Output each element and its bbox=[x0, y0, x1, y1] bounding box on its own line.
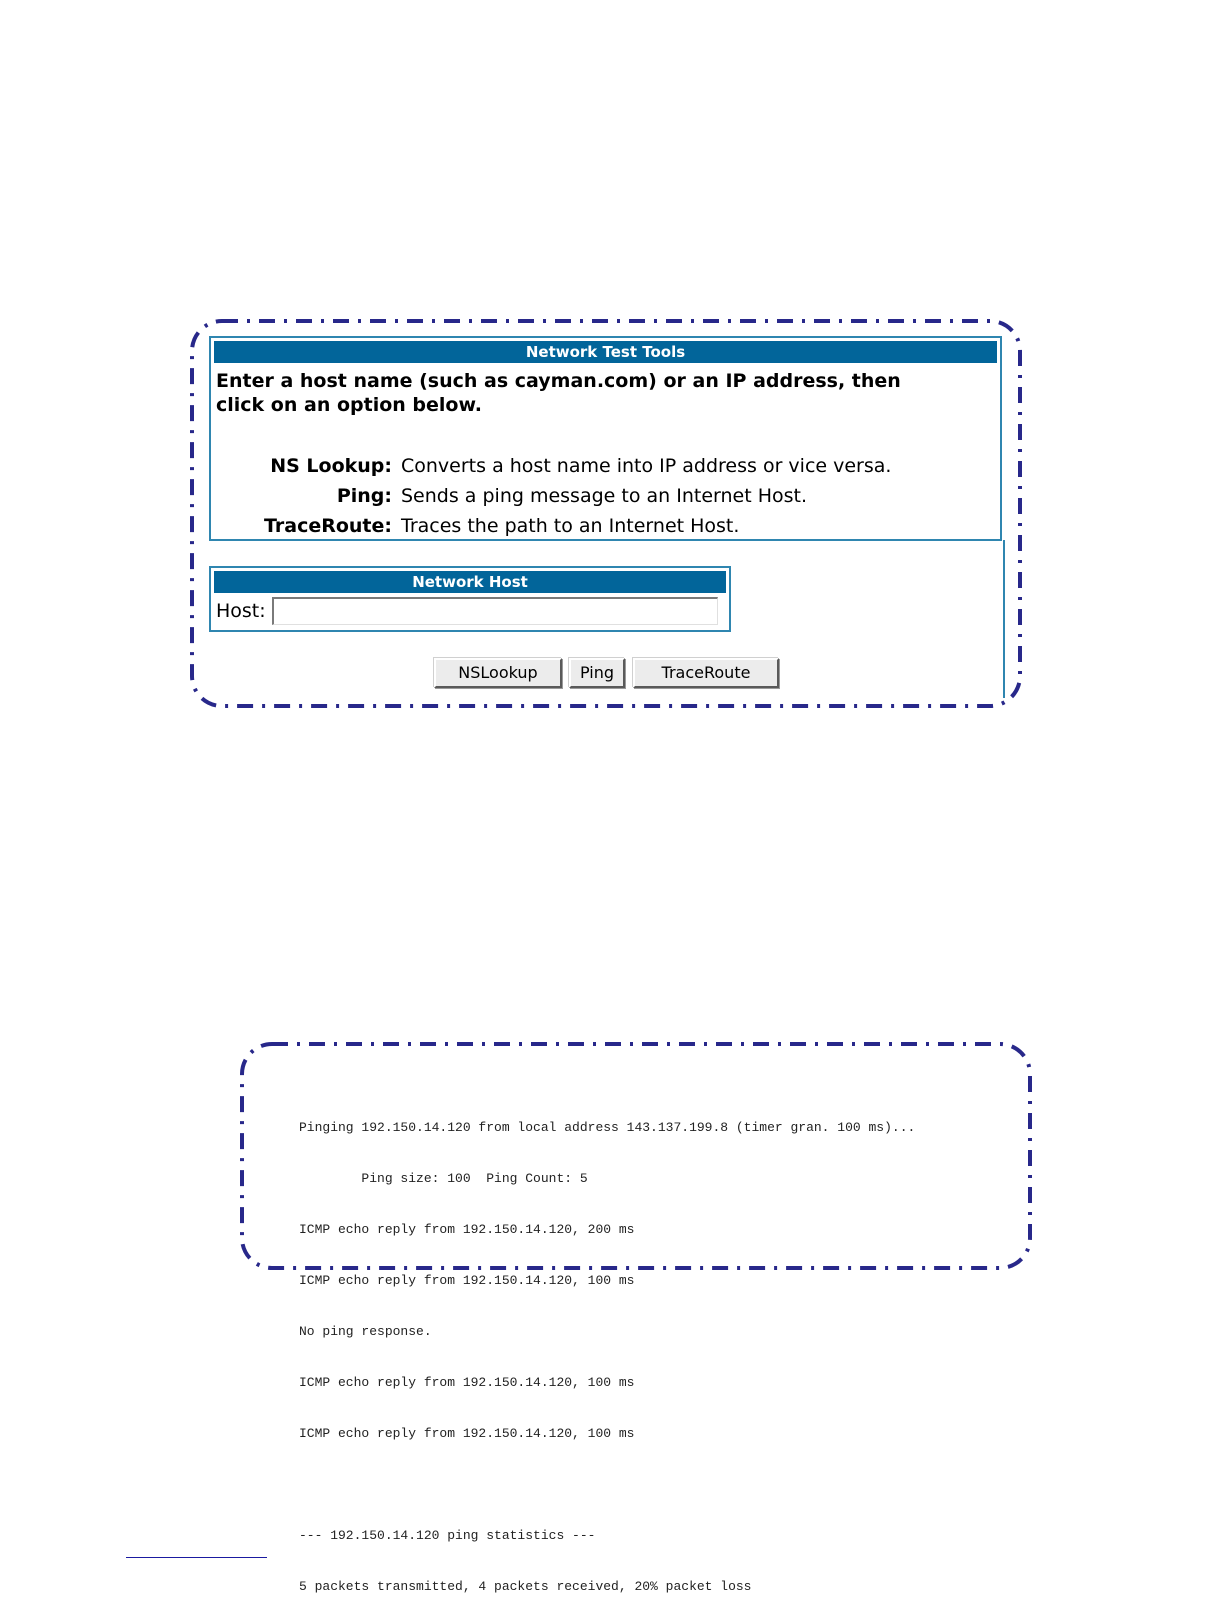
output-line bbox=[299, 1476, 915, 1493]
panel-side-rule bbox=[1003, 540, 1005, 698]
ping-button[interactable]: Ping bbox=[569, 658, 625, 688]
intro-text: Enter a host name (such as cayman.com) or an IP address, then click on an option below. bbox=[216, 370, 901, 416]
network-host-header: Network Host bbox=[214, 571, 726, 593]
output-line: --- 192.150.14.120 ping statistics --- bbox=[299, 1528, 596, 1543]
output-line: ICMP echo reply from 192.150.14.120, 200 ms bbox=[299, 1222, 635, 1237]
footer-rule bbox=[126, 1557, 267, 1558]
option-description: Traces the path to an Internet Host. bbox=[401, 515, 740, 537]
option-name: Ping: bbox=[336, 485, 392, 507]
host-label: Host: bbox=[216, 600, 266, 622]
output-line: ICMP echo reply from 192.150.14.120, 100 ms bbox=[299, 1426, 635, 1441]
host-input[interactable] bbox=[272, 597, 718, 625]
option-nslookup bbox=[211, 451, 891, 481]
network-host-panel bbox=[209, 566, 731, 632]
network-test-tools-header: Network Test Tools bbox=[214, 341, 997, 363]
option-description: Sends a ping message to an Internet Host. bbox=[401, 485, 808, 507]
option-name: NS Lookup: bbox=[270, 455, 392, 477]
network-test-tools-panel bbox=[209, 336, 1002, 541]
output-line: ICMP echo reply from 192.150.14.120, 100 ms bbox=[299, 1375, 635, 1390]
option-name: TraceRoute: bbox=[264, 515, 392, 537]
output-line: No ping response. bbox=[299, 1324, 432, 1339]
output-line: 5 packets transmitted, 4 packets received, 20% packet loss bbox=[299, 1579, 752, 1594]
nslookup-button[interactable]: NSLookup bbox=[434, 658, 562, 688]
option-ping bbox=[211, 481, 891, 511]
option-description: Converts a host name into IP address or vice versa. bbox=[401, 455, 892, 477]
host-row bbox=[216, 597, 729, 625]
output-line: ICMP echo reply from 192.150.14.120, 100 ms bbox=[299, 1273, 635, 1288]
option-traceroute bbox=[211, 511, 891, 541]
traceroute-button[interactable]: TraceRoute bbox=[633, 658, 779, 688]
options-list bbox=[211, 451, 891, 541]
output-line: Pinging 192.150.14.120 from local address 143.137.199.8 (timer gran. 100 ms)... bbox=[299, 1120, 916, 1135]
ping-output bbox=[299, 1085, 915, 1612]
output-line: Ping size: 100 Ping Count: 5 bbox=[299, 1171, 588, 1186]
